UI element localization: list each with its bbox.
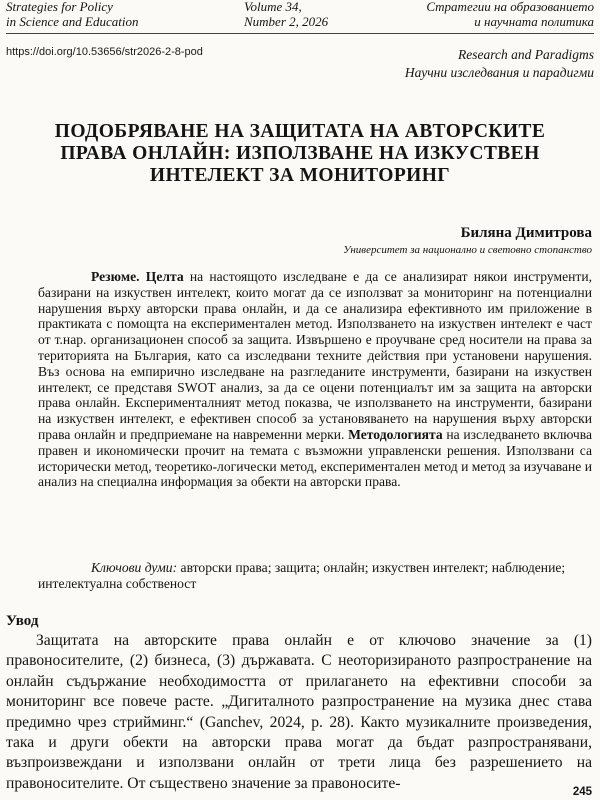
author-affiliation: Университет за национално и световно стопанство [343,244,592,256]
header-divider [6,33,594,34]
abstract-body: на настоящото изследване е да се анализират някои инструменти, базирани на изкуствен интелект, които могат да се използват за мониторинг на потенциални нарушения върху авторски права онлайн, и да се анализира ефективното им приложение в практиката с помощта на експериментален метод. Използването на изкуствен интелект е част от т.нар. организационен способ за защита. Извършено е проучване сред носители на права за територията на България, като са изследвани техните действия при установени нарушения. Въз основа на емпирично изследване на разгледаните инструменти, базирани на изкуствен интелект, се представя SWOT анализ, за да се оцени потенциалът им за защита на авторски права онлайн. Експерименталният метод показва, че използването на инструменти, базирани на изкуствен интелект, е ефективен способ за установяването на нарушения върху авторски права онлайн и предприемане на навременни мерки. [38,269,592,442]
abstract-label: Резюме. [91,269,140,284]
abstract-methodology-term: Методологията [348,426,443,442]
journal-name-line2: in Science and Education [6,13,139,29]
journal-name-bg [404,0,594,29]
abstract-aim-term: Целта [145,269,184,284]
journal-number: Number 2, 2026 [244,13,329,29]
series-bg: Научни изследвания и парадигми [404,65,594,80]
journal-name-bg-line2: и научната политика [474,13,594,29]
intro-paragraph: Защитата на авторските права онлайн е от ключово значение за (1) правоносителите, (2) бизнеса, (3) държавата. С неоторизираното разпространение на онлайн съдържание необходимостта от прилагането на ефективни способи за мониторинг все повече расте. „Дигиталното разпространение на музика днес става предимно чрез стрийминг.“ (Ganchev, 2024, p. 28). Както музикалните произведения, така и други обекти на авторски права могат да бъдат разпространявани, възпроизвеждани и използвани онлайн от трети лица без разрешението на правоносителите. От съществено значение за правоносите- [6,632,592,792]
series-en: Research and Paradigms [458,47,594,62]
author-name: Биляна Димитрова [460,225,592,241]
abstract-body-methodology: на изследването включва правен и икономически прочит на темата с възможни управленски решения. Използвани са исторически метод, теоретико-логически метод, експериментален метод и метод за изучаване и анализ на специална информация за обекти на авторски права. [38,426,592,490]
keywords-label: Ключови думи: [91,560,178,575]
section-heading-intro: Увод [6,613,39,629]
keywords [38,560,592,592]
article-title: ПОДОБРЯВАНЕ НА ЗАЩИТАТА НА АВТОРСКИТЕ ПРАВА ОНЛАЙН: ИЗПОЛЗВАНЕ НА ИЗКУСТВЕН ИНТЕЛЕКТ ЗА МОНИТОРИНГ [54,121,546,186]
abstract [38,269,592,490]
journal-issue [244,0,364,29]
doi-link[interactable]: https://doi.org/10.53656/str2026-2-8-pod [6,46,203,58]
journal-volume: Volume 34, [244,0,302,14]
journal-name-line1: Strategies for Policy [6,0,113,14]
page-number: 245 [572,786,592,798]
journal-name-bg-line1: Стратегии на образованието [426,0,594,14]
journal-name-en [6,0,176,29]
section-series [344,46,594,82]
keywords-list: авторски права; защита; онлайн; изкуствен интелект; наблюдение; интелектуална собственост [38,560,566,591]
